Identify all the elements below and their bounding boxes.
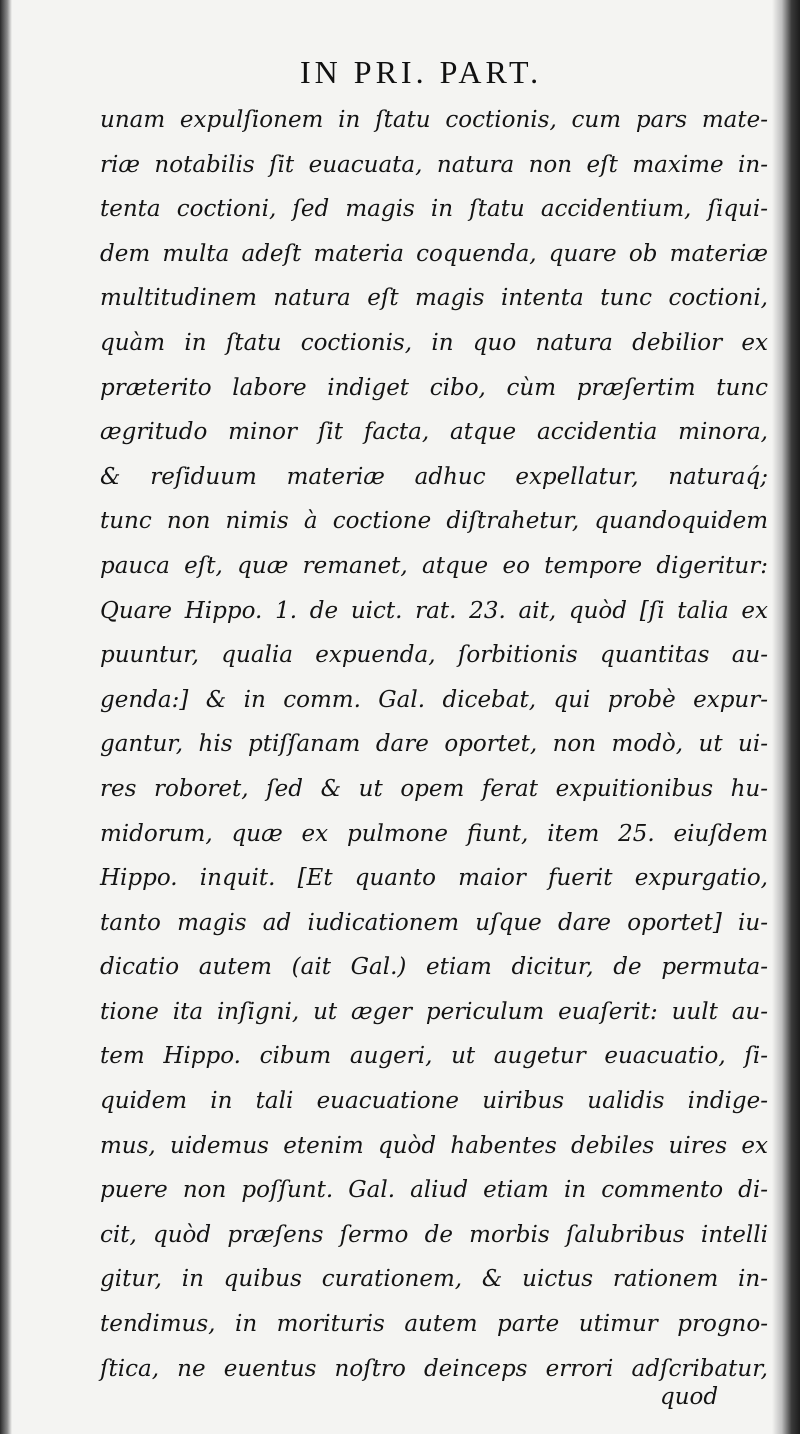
text-line: puere non poſſunt. Gal. aliud etiam in commento di-	[100, 1177, 768, 1204]
text-line: puuntur, qualia expuenda, ſorbitionis quantitas au-	[100, 642, 768, 669]
text-line: quàm in ſtatu coctionis, in quo natura debilior ex	[100, 329, 768, 356]
text-line: tione ita inſigni, ut æger periculum euaſerit: uult au-	[100, 998, 768, 1025]
text-line: cit, quòd præſens ſermo de morbis ſalubribus intelli	[100, 1221, 768, 1248]
gutter-shadow	[0, 0, 12, 1434]
text-line: pauca eſt, quæ remanet, atque eo tempore digeritur:	[100, 552, 768, 579]
catchword: quod	[660, 1384, 719, 1410]
text-line: tem Hippo. cibum augeri, ut augetur euacuatio, ſi-	[100, 1043, 768, 1070]
body-text	[100, 98, 768, 1391]
text-line: dicatio autem (ait Gal.) etiam dicitur, de permuta-	[100, 954, 768, 981]
text-line: dem multa adeſt materia coquenda, quare ob materiæ	[100, 240, 768, 267]
text-line: multitudinem natura eſt magis intenta tunc coctioni,	[100, 285, 768, 312]
text-line: Hippo. inquit. [Et quanto maior fuerit expurgatio,	[100, 865, 768, 892]
text-line: ægritudo minor ſit facta, atque accidentia minora,	[100, 419, 768, 446]
text-line: Quare Hippo. 1. de uict. rat. 23. ait, quòd [ſi talia ex	[100, 597, 768, 624]
text-line: ſtica, ne euentus noſtro deinceps errori adſcribatur,	[100, 1355, 768, 1382]
text-line: unam expulſionem in ſtatu coctionis, cum pars mate-	[100, 107, 768, 133]
text-line: midorum, quæ ex pulmone fiunt, item 25. eiuſdem	[100, 820, 768, 847]
text-line: gantur, his ptiſſanam dare oportet, non modò, ut ui-	[100, 731, 768, 758]
text-line: riæ notabilis ſit euacuata, natura non eſt maxime in-	[100, 151, 768, 178]
text-line: genda:] & in comm. Gal. dicebat, qui probè expur-	[100, 686, 768, 713]
text-line: gitur, in quibus curationem, & uictus rationem in-	[100, 1266, 768, 1293]
page-edge-shadow	[772, 0, 800, 1434]
running-head: IN PRI. PART.	[300, 54, 543, 90]
text-line: quidem in tali euacuatione uiribus ualidis indige-	[100, 1088, 768, 1115]
text-line: res roboret, ſed & ut opem ferat expuitionibus hu-	[100, 775, 768, 802]
text-line: tendimus, in morituris autem parte utimur progno-	[100, 1311, 768, 1338]
text-line: mus, uidemus etenim quòd habentes debiles uires ex	[100, 1132, 768, 1159]
text-line: tanto magis ad iudicationem uſque dare oportet] iu-	[100, 909, 768, 936]
text-line: tunc non nimis à coctione diſtrahetur, quandoquidem	[100, 508, 768, 535]
text-line: præterito labore indiget cibo, cùm præſertim tunc	[100, 374, 768, 401]
text-line: & reſiduum materiæ adhuc expellatur, naturaq́;	[100, 463, 768, 490]
text-line: tenta coctioni, ſed magis in ſtatu accidentium, ſiqui-	[100, 196, 768, 223]
